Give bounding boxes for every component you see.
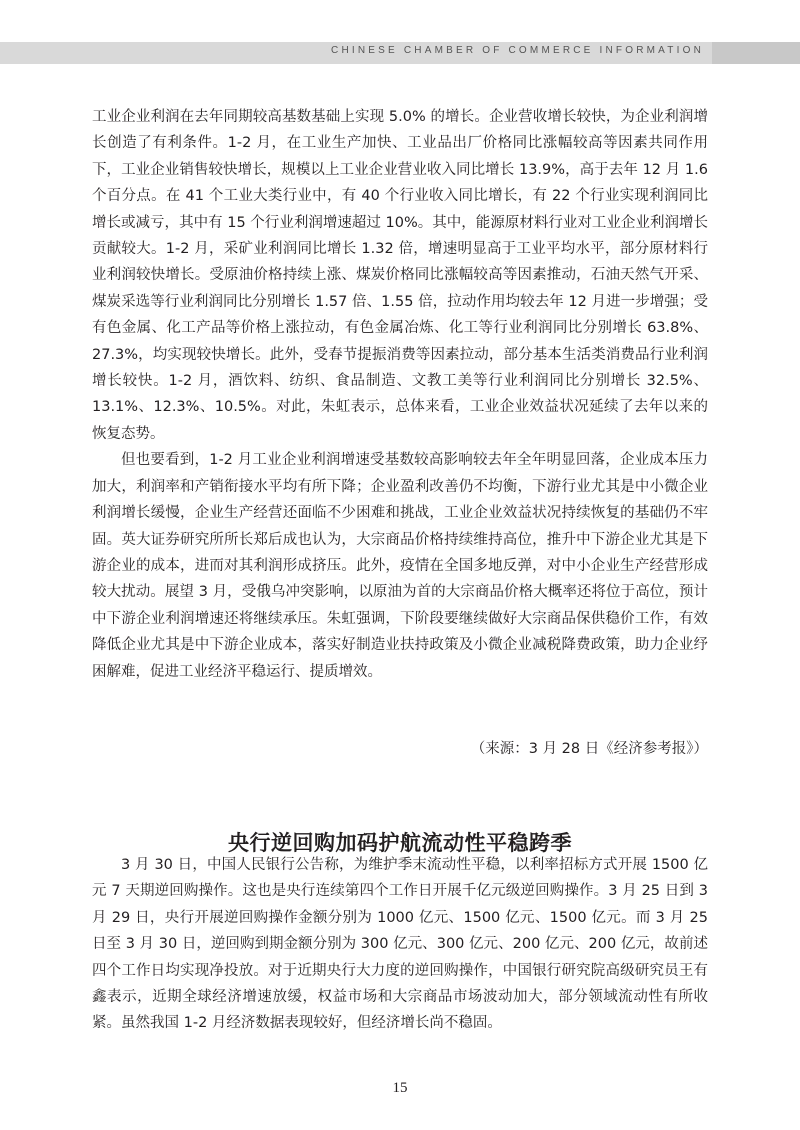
page-number: 15 xyxy=(392,1080,408,1096)
article-2-paragraph-1: 3 月 30 日，中国人民银行公告称，为维护季末流动性平稳，以利率招标方式开展 1500 亿元 7 天期逆回购操作。这也是央行连续第四个工作日开展千亿元级逆回购操作。3 月 25 日到 3 月 29 日，央行开展逆回购操作金额分别为 1000 亿元、1500 亿元、1500 亿元。而 3 月 25 日至 3 月 30 日，逆回购到期金额分别为 300 亿元、300 亿元、200 亿元、200 亿元，故前述四个工作日均实现净投放。对于近期央行大力度的逆回购操作，中国银行研究院高级研究员王有鑫表示，近期全球经济增速放缓，权益市场和大宗商品市场波动加大，部分领域流动性有所收紧。虽然我国 1-2 月经济数据表现较好，但经济增长尚不稳固。 xyxy=(92,857,708,1032)
header-band xyxy=(0,42,800,64)
article-1-body xyxy=(92,104,708,685)
article-1-paragraph-2: 但也要看到，1-2 月工业企业利润增速受基数较高影响较去年全年明显回落，企业成本压力加大，利润率和产销衔接水平均有所下降；企业盈利改善仍不均衡，下游行业尤其是中小微企业利润增长缓慢，企业生产经营还面临不少困难和挑战，工业企业效益状况持续恢复的基础仍不牢固。英大证券研究所所长郑后成也认为，大宗商品价格持续维持高位，推升中下游企业尤其是下游企业的成本，进而对其利润形成挤压。此外，疫情在全国多地反弹，对中小企业生产经营形成较大扰动。展望 3 月，受俄乌冲突影响，以原油为首的大宗商品价格大概率还将位于高位，预计中下游企业利润增速还将继续承压。朱虹强调，下阶段要继续做好大宗商品保供稳价工作，有效降低企业尤其是中下游企业成本，落实好制造业扶持政策及小微企业减税降费政策，助力企业纾困解难，促进工业经济平稳运行、提质增效。 xyxy=(92,452,708,680)
header-accent-block xyxy=(712,42,800,64)
article-2-body xyxy=(92,852,708,1037)
article-1-paragraph-1: 工业企业利润在去年同期较高基数基础上实现 5.0% 的增长。企业营收增长较快，为企业利润增长创造了有利条件。1-2 月，在工业生产加快、工业品出厂价格同比涨幅较高等因素共同作用下，工业企业销售较快增长，规模以上工业企业营业收入同比增长 13.9%，高于去年 12 月 1.6 个百分点。在 41 个工业大类行业中，有 40 个行业收入同比增长，有 22 个行业实现利润同比增长或减亏，其中有 15 个行业利润增速超过 10%。其中，能源原材料行业对工业企业利润增长贡献较大。1-2 月，采矿业利润同比增长 1.32 倍，增速明显高于工业平均水平，部分原材料行业利润较快增长。受原油价格持续上涨、煤炭价格同比涨幅较高等因素推动，石油天然气开采、煤炭采选等行业利润同比分别增长 1.57 倍、1.55 倍，拉动作用均较去年 12 月进一步增强；受有色金属、化工产品等价格上涨拉动，有色金属冶炼、化工等行业利润同比分别增长 63.8%、27.3%，均实现较快增长。此外，受春节提振消费等因素拉动，部分基本生活类消费品行业利润增长较快。1-2 月，酒饮料、纺织、食品制造、文教工美等行业利润同比分别增长 32.5%、13.1%、12.3%、10.5%。对此，朱虹表示，总体来看，工业企业效益状况延续了去年以来的恢复态势。 xyxy=(92,109,708,442)
article-2-title: 央行逆回购加码护航流动性平稳跨季 xyxy=(228,831,572,856)
header-title: CHINESE CHAMBER OF COMMERCE INFORMATION xyxy=(331,45,704,56)
article-1-source: （来源：3 月 28 日《经济参考报》） xyxy=(470,741,708,757)
